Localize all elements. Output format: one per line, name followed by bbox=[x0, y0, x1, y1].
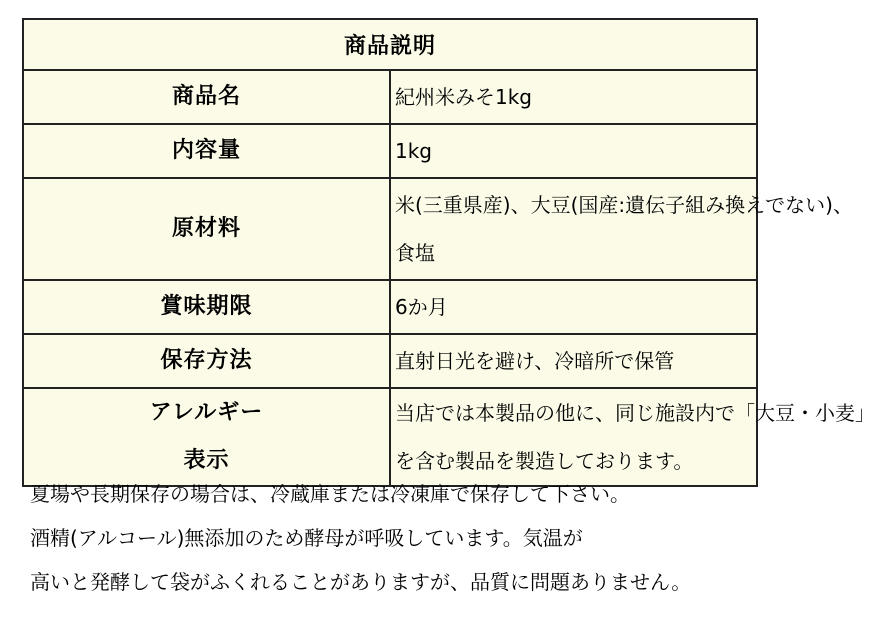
note-line: 酒精(アルコール)無添加のため酵母が呼吸しています。気温が bbox=[30, 526, 583, 550]
row-value bbox=[390, 280, 757, 334]
row-value bbox=[390, 334, 757, 388]
row-label: 原材料 bbox=[23, 178, 390, 280]
value-line: 食塩 bbox=[395, 241, 435, 265]
label-line: 表示 bbox=[183, 448, 230, 473]
table-row-ingredients bbox=[23, 178, 757, 280]
note-line: 夏場や長期保存の場合は、冷蔵庫または冷凍庫で保存して下さい。 bbox=[30, 482, 630, 506]
value-line: 紀州米みそ1kg bbox=[395, 85, 533, 109]
label-line: アレルギー bbox=[149, 400, 264, 425]
value-line: 直射日光を避け、冷暗所で保管 bbox=[395, 349, 675, 373]
value-line: 6か月 bbox=[395, 295, 448, 319]
table-row-product-name bbox=[23, 70, 757, 124]
value-line: 米(三重県産)、大豆(国産:遺伝子組み換えでない)、 bbox=[395, 193, 853, 217]
row-value bbox=[390, 70, 757, 124]
row-value bbox=[390, 178, 853, 280]
table-row-best-before bbox=[23, 280, 757, 334]
table-row-content-amount bbox=[23, 124, 757, 178]
row-label: 内容量 bbox=[23, 124, 390, 178]
value-line: 1kg bbox=[395, 139, 433, 163]
value-line: 当店では本製品の他に、同じ施設内で「大豆・小麦」 bbox=[395, 401, 875, 425]
notes-section bbox=[30, 472, 790, 604]
row-label: 商品名 bbox=[23, 70, 390, 124]
table-row-storage bbox=[23, 334, 757, 388]
value-line: を含む製品を製造しております。 bbox=[395, 449, 694, 473]
row-label: 保存方法 bbox=[23, 334, 390, 388]
row-label: 賞味期限 bbox=[23, 280, 390, 334]
product-spec-table bbox=[22, 18, 875, 487]
table-title: 商品説明 bbox=[23, 19, 757, 70]
row-value bbox=[390, 124, 757, 178]
note-line: 高いと発酵して袋がふくれることがありますが、品質に問題ありません。 bbox=[30, 570, 692, 594]
